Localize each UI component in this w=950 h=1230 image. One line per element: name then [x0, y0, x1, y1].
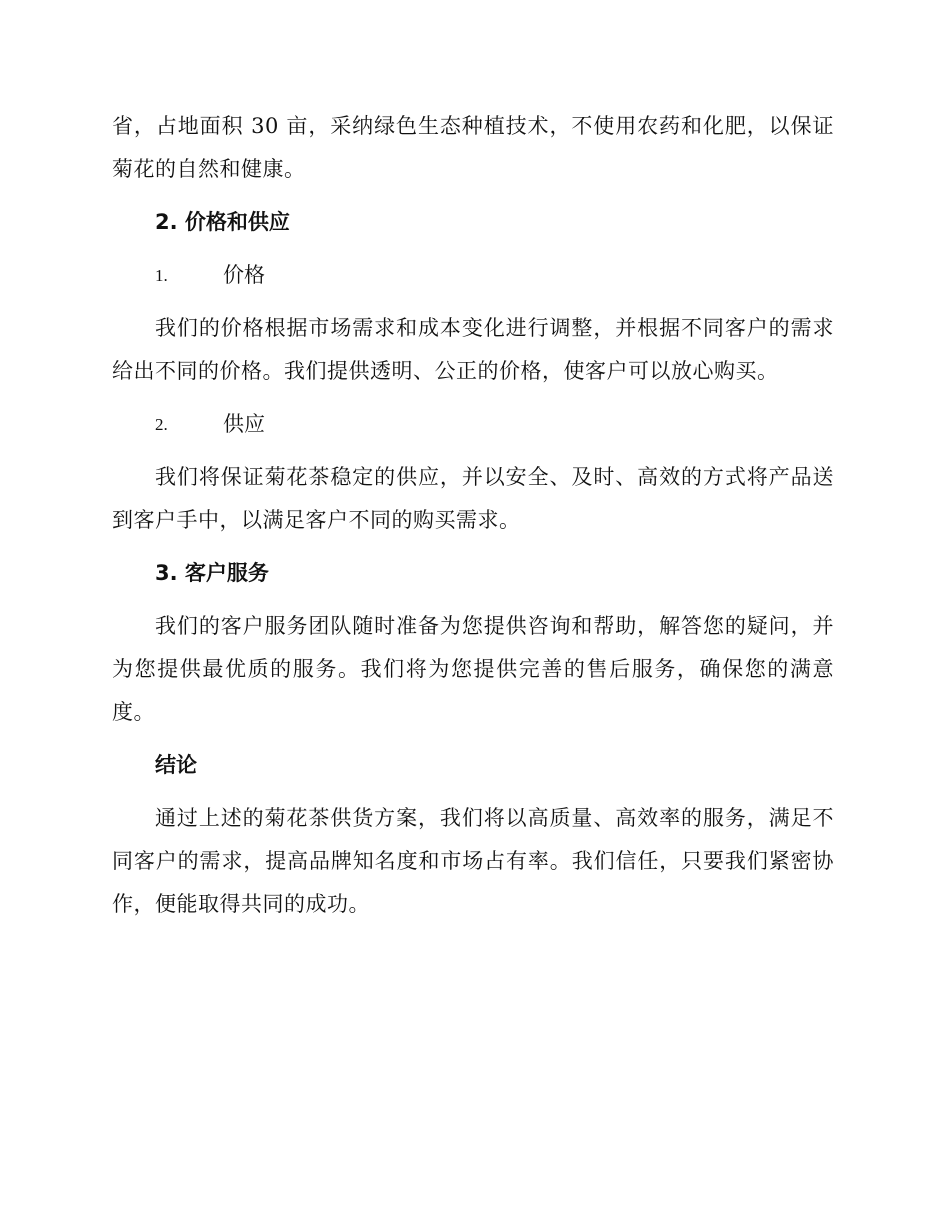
supply-paragraph: 我们将保证菊花茶稳定的供应，并以安全、及时、高效的方式将产品送到客户手中，以满足客户不同的购买需求。 [112, 465, 834, 532]
list-item-price [155, 254, 834, 297]
intro-paragraph: 省，占地面积 30 亩，采纳绿色生态种植技术，不使用农药和化肥，以保证菊花的自然和健康。 [112, 114, 834, 181]
list-label: 供应 [223, 412, 265, 436]
list-item-supply [155, 403, 834, 446]
section-heading-price-supply: 2. 价格和供应 [155, 210, 290, 234]
list-label: 价格 [223, 263, 265, 287]
section-heading-conclusion: 结论 [155, 753, 197, 777]
section-heading-customer-service: 3. 客户服务 [155, 561, 269, 585]
conclusion-paragraph: 通过上述的菊花茶供货方案，我们将以高质量、高效率的服务，满足不同客户的需求，提高品牌知名度和市场占有率。我们信任，只要我们紧密协作，便能取得共同的成功。 [112, 806, 834, 916]
price-paragraph: 我们的价格根据市场需求和成本变化进行调整，并根据不同客户的需求给出不同的价格。我们提供透明、公正的价格，使客户可以放心购买。 [112, 316, 834, 383]
list-number: 1. [155, 266, 168, 285]
customer-service-paragraph: 我们的客户服务团队随时准备为您提供咨询和帮助，解答您的疑问，并为您提供最优质的服务。我们将为您提供完善的售后服务，确保您的满意度。 [112, 614, 834, 724]
list-number: 2. [155, 415, 168, 434]
document-body [112, 105, 834, 926]
